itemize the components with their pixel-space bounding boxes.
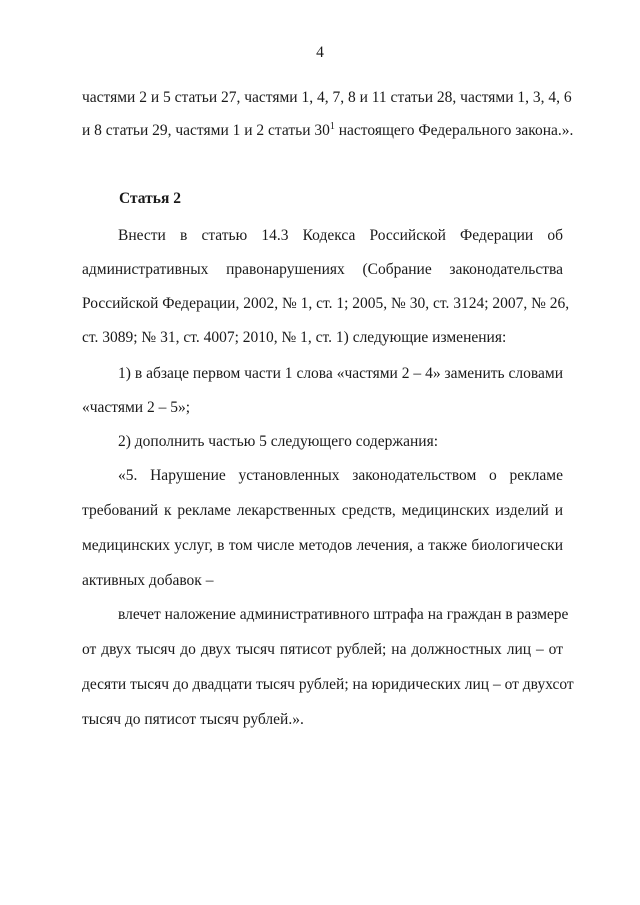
article-paragraph-line: административных правонарушениях (Собрание законодательства — [82, 261, 563, 278]
intro-line-2-superscript: 1 — [329, 121, 335, 132]
intro-line-2 — [82, 121, 574, 141]
article-heading: Статья 2 — [119, 190, 181, 207]
quote-line: требований к рекламе лекарственных средств, медицинских изделий и — [82, 502, 563, 519]
item-1-line: «частями 2 – 5»; — [82, 399, 191, 416]
item-1-line: 1) в абзаце первом части 1 слова «частями 2 – 4» заменить словами — [118, 365, 563, 382]
article-paragraph-line: Российской Федерации, 2002, № 1, ст. 1; 2005, № 30, ст. 3124; 2007, № 26, — [82, 295, 570, 312]
penalty-line: влечет наложение административного штрафа на граждан в размере — [118, 606, 569, 623]
intro-line-2-text: и 8 статьи 29, частями 1 и 2 статьи 30 — [82, 122, 330, 139]
quote-line: активных добавок – — [82, 572, 214, 589]
intro-line-2-tail: настоящего Федерального закона.». — [334, 122, 574, 139]
article-paragraph-line: ст. 3089; № 31, ст. 4007; 2010, № 1, ст. 1) следующие изменения: — [82, 329, 507, 346]
penalty-line: от двух тысяч до двух тысяч пятисот рублей; на должностных лиц – от — [82, 641, 563, 658]
article-paragraph-line: Внести в статью 14.3 Кодекса Российской Федерации об — [118, 227, 563, 244]
intro-line-1: частями 2 и 5 статьи 27, частями 1, 4, 7, 8 и 11 статьи 28, частями 1, 3, 4, 6 — [82, 89, 572, 106]
penalty-line: тысяч до пятисот тысяч рублей.». — [82, 711, 304, 728]
penalty-line: десяти тысяч до двадцати тысяч рублей; на юридических лиц – от двухсот — [82, 676, 574, 693]
item-2-line: 2) дополнить частью 5 следующего содержания: — [118, 433, 439, 450]
quote-line: «5. Нарушение установленных законодательством о рекламе — [118, 467, 563, 484]
page-number: 4 — [316, 44, 324, 61]
quote-line: медицинских услуг, в том числе методов лечения, а также биологически — [82, 537, 563, 554]
